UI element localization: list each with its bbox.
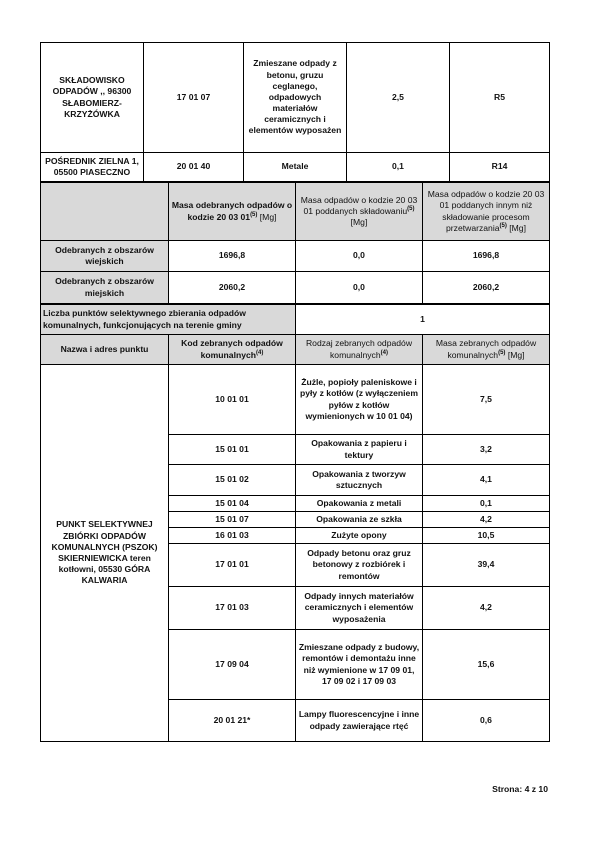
row-label: Odebranych z obszarów wiejskich (41, 241, 169, 272)
waste-mass: 2,5 (347, 43, 450, 153)
waste-code: 15 01 01 (169, 435, 296, 465)
table-header-row (41, 335, 550, 365)
waste-mass: 15,6 (423, 630, 550, 700)
table-header-row (41, 183, 550, 241)
waste-mass: 4,2 (423, 512, 550, 528)
waste-code: 15 01 07 (169, 512, 296, 528)
count-label: Liczba punktów selektywnego zbierania odpadów komunalnych, funkcjonujących na terenie gminy (41, 305, 296, 335)
header-processed-mass: Masa odpadów o kodzie 20 03 01 poddanych innym niż składowanie procesom przetwarzania$^{(5)}$ [Mg] (423, 183, 550, 241)
mixed-waste-mass-table (40, 182, 550, 304)
header-mass: Masa zebranych odpadów komunalnych$^{(5)}$ [Mg] (423, 335, 550, 365)
waste-type: Opakowania z papieru i tektury (296, 435, 423, 465)
waste-type: Zmieszane odpady z betonu, gruzu ceglanego, odpadowych materiałów ceramicznych i elementów wyposażen (244, 43, 347, 153)
waste-type: Metale (244, 153, 347, 182)
waste-code: 17 01 07 (144, 43, 244, 153)
header-type: Rodzaj zebranych odpadów komunalnych$^{(4)}$ (296, 335, 423, 365)
pszok-table (40, 304, 550, 742)
waste-code: 17 01 03 (169, 587, 296, 630)
waste-type: Lampy fluorescencyjne i inne odpady zawierające rtęć (296, 700, 423, 742)
waste-mass: 10,5 (423, 528, 550, 544)
waste-type: Opakowania ze szkła (296, 512, 423, 528)
waste-code: 17 01 01 (169, 544, 296, 587)
waste-code: 15 01 02 (169, 465, 296, 496)
waste-code: 20 01 40 (144, 153, 244, 182)
collected-mass: 2060,2 (169, 272, 296, 304)
waste-type: Odpady betonu oraz gruz betonowy z rozbiórek i remontów (296, 544, 423, 587)
waste-type: Opakowania z metali (296, 496, 423, 512)
header-collected-mass: Masa odebranych odpadów o kodzie 20 03 01$^{(5)}$ [Mg] (169, 183, 296, 241)
landfilled-mass: 0,0 (296, 241, 423, 272)
table-row (41, 241, 550, 272)
header-empty (41, 183, 169, 241)
page-number: Strona: 4 z 10 (492, 784, 548, 794)
point-name: PUNKT SELEKTYWNEJ ZBIÓRKI ODPADÓW KOMUNALNYCH (PSZOK) SKIERNIEWICKA teren kotłowni, 05530 GÓRA KALWARIA (41, 365, 169, 742)
header-point-name: Nazwa i adres punktu (41, 335, 169, 365)
process-code: R14 (450, 153, 550, 182)
table-row (41, 153, 550, 182)
waste-code: 16 01 03 (169, 528, 296, 544)
collected-mass: 1696,8 (169, 241, 296, 272)
waste-type: Żużle, popioły paleniskowe i pyły z kotłów (z wyłączeniem pyłów z kotłów wymienionych w 10 01 04) (296, 365, 423, 435)
waste-type: Zużyte opony (296, 528, 423, 544)
waste-code: 10 01 01 (169, 365, 296, 435)
waste-mass: 7,5 (423, 365, 550, 435)
waste-type: Odpady innych materiałów ceramicznych i elementów wyposażenia (296, 587, 423, 630)
waste-code: 15 01 04 (169, 496, 296, 512)
waste-mass: 0,1 (347, 153, 450, 182)
waste-mass: 0,1 (423, 496, 550, 512)
waste-mass: 4,1 (423, 465, 550, 496)
landfilled-mass: 0,0 (296, 272, 423, 304)
header-code: Kod zebranych odpadów komunalnych$^{(4)}$ (169, 335, 296, 365)
table-row (41, 365, 550, 435)
count-value: 1 (296, 305, 550, 335)
process-code: R5 (450, 43, 550, 153)
table-row (41, 272, 550, 304)
waste-mass: 39,4 (423, 544, 550, 587)
table-row (41, 43, 550, 153)
facility-name: POŚREDNIK ZIELNA 1, 05500 PIASECZNO (41, 153, 144, 182)
row-label: Odebranych z obszarów miejskich (41, 272, 169, 304)
waste-mass: 4,2 (423, 587, 550, 630)
waste-type: Zmieszane odpady z budowy, remontów i demontażu inne niż wymienione w 17 09 01, 17 09 02 i 17 09 03 (296, 630, 423, 700)
processed-mass: 1696,8 (423, 241, 550, 272)
waste-type: Opakowania z tworzyw sztucznych (296, 465, 423, 496)
waste-code: 20 01 21* (169, 700, 296, 742)
header-landfilled-mass: Masa odpadów o kodzie 20 03 01 poddanych składowaniu$^{(5)}$ [Mg] (296, 183, 423, 241)
recipients-table (40, 42, 550, 182)
count-row (41, 305, 550, 335)
waste-mass: 3,2 (423, 435, 550, 465)
facility-name: SKŁADOWISKO ODPADÓW ,, 96300 SŁABOMIERZ-KRZYŻÓWKA (41, 43, 144, 153)
waste-mass: 0,6 (423, 700, 550, 742)
processed-mass: 2060,2 (423, 272, 550, 304)
waste-code: 17 09 04 (169, 630, 296, 700)
